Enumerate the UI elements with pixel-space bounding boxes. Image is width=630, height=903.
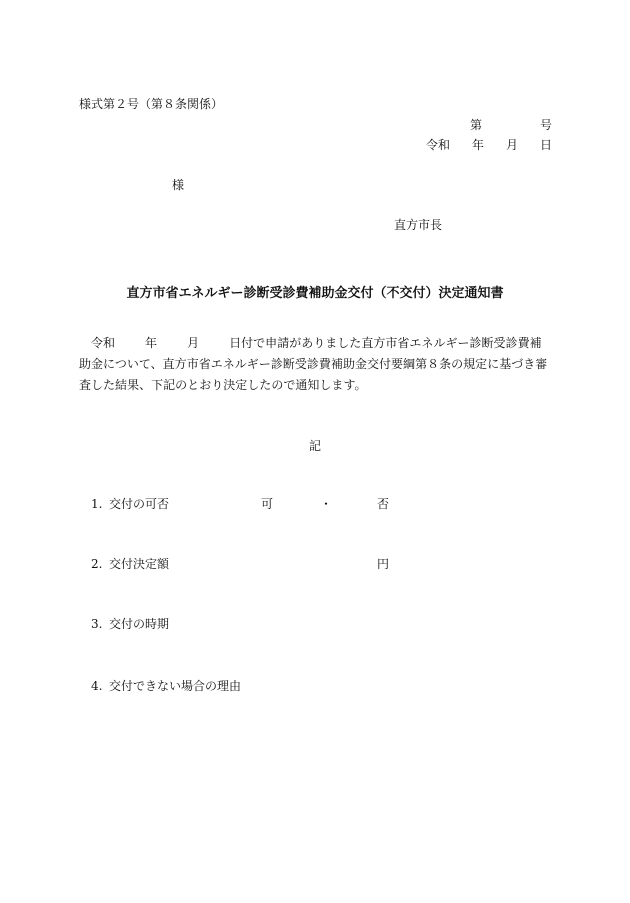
document-number bbox=[470, 117, 552, 133]
item-amount bbox=[91, 556, 169, 572]
item-label: 交付の時期 bbox=[109, 617, 170, 631]
date-year: 年 bbox=[471, 138, 484, 152]
body-text: 日付で申請がありました直方市省エネルギー診断受診費補助金について、直方市省エネルギー診断受診費補助金交付要綱第８条の規定に基づき審査した結果、下記のとおり決定したので通知します。 bbox=[79, 336, 548, 392]
issue-date bbox=[426, 137, 552, 153]
amount-unit: 円 bbox=[377, 557, 390, 571]
item-reason bbox=[91, 678, 241, 694]
item-number: 1. bbox=[91, 497, 103, 511]
item-label: 交付決定額 bbox=[109, 557, 170, 571]
item-timing bbox=[91, 616, 169, 632]
recipient-suffix: 様 bbox=[172, 178, 185, 192]
body-era: 令和 bbox=[91, 336, 116, 350]
date-month: 月 bbox=[505, 138, 518, 152]
body-paragraph bbox=[79, 333, 551, 396]
doc-number-prefix: 第 bbox=[470, 118, 483, 132]
approval-yes: 可 bbox=[261, 497, 274, 511]
ki-heading: 記 bbox=[308, 439, 321, 453]
item-number: 3. bbox=[91, 617, 103, 631]
form-label: 様式第２号（第８条関係） bbox=[79, 97, 224, 111]
document-title: 直方市省エネルギー診断受診費補助金交付（不交付）決定通知書 bbox=[126, 286, 504, 301]
item-number: 2. bbox=[91, 557, 103, 571]
item-approval bbox=[91, 496, 169, 512]
item-label: 交付できない場合の理由 bbox=[109, 679, 242, 693]
date-era: 令和 bbox=[426, 138, 451, 152]
body-month: 月 bbox=[187, 336, 200, 350]
date-day: 日 bbox=[539, 138, 552, 152]
item-label: 交付の可否 bbox=[109, 497, 170, 511]
issuer: 直方市長 bbox=[394, 218, 443, 232]
approval-separator: ・ bbox=[320, 497, 333, 511]
item-number: 4. bbox=[91, 679, 103, 693]
body-year: 年 bbox=[145, 336, 158, 350]
doc-number-suffix: 号 bbox=[539, 118, 552, 132]
approval-no: 否 bbox=[377, 497, 390, 511]
